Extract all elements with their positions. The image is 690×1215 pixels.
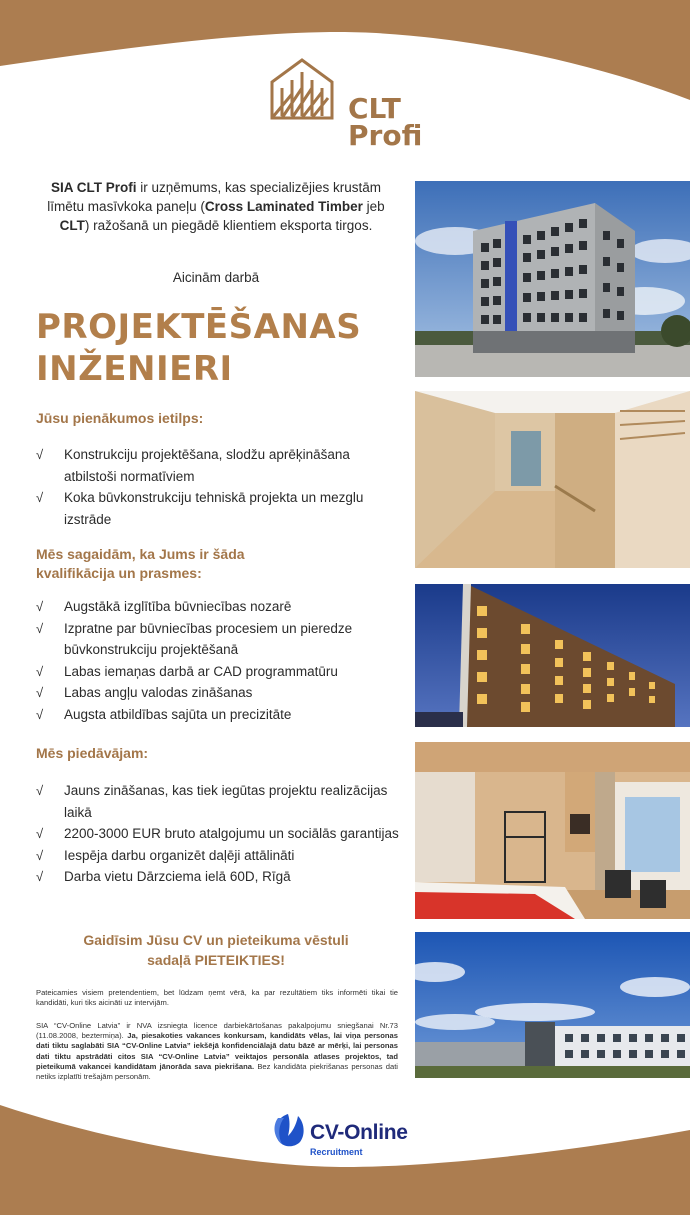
intro-abbr: CLT xyxy=(59,218,85,233)
list-item xyxy=(36,780,404,823)
disclaimer-text: Pateicamies visiem pretendentiem, bet lūdzam ņemt vērā, ka par rezultātiem tiks informēti tikai tie kandidāti, kuri tiks aicināti uz intervijām. xyxy=(36,988,398,1008)
list-item-text: Iespēja darbu organizēt daļēji attālināti xyxy=(64,847,295,863)
list-item-text: Koka būvkonstrukciju tehniskā projekta un mezglu izstrāde xyxy=(64,490,364,527)
photo-clt-facade-night xyxy=(415,584,690,727)
photo-clt-apartment-building xyxy=(415,181,690,377)
check-icon: √ xyxy=(36,663,44,679)
intro-text-2: jeb xyxy=(362,199,385,214)
list-item-text: Augsta atbildības sajūta un precizitāte xyxy=(64,706,292,722)
check-icon: √ xyxy=(36,706,44,722)
job-title-line2: INŽENIERI xyxy=(36,349,233,389)
intro-text-3: ) ražošanā un piegādē klientiem eksporta tirgos. xyxy=(84,218,373,233)
list-item-text: Jauns zināšanas, kas tiek iegūtas projektu realizācijas laikā xyxy=(64,783,388,820)
check-icon: √ xyxy=(36,599,44,614)
photo-clt-interior-corridor xyxy=(415,391,690,568)
intro-term: Cross Laminated Timber xyxy=(204,199,363,214)
list-item xyxy=(36,444,404,487)
check-icon: √ xyxy=(36,490,44,505)
cv-online-drop-logo-icon xyxy=(270,1112,310,1152)
license-text xyxy=(36,1021,398,1082)
check-icon: √ xyxy=(36,685,44,700)
check-icon: √ xyxy=(36,826,44,841)
list-item xyxy=(36,866,404,888)
list-item-text: Augstākā izglītība būvniecības nozarē xyxy=(64,599,292,614)
list-item xyxy=(36,845,404,867)
cv-online-name: CV-Online xyxy=(310,1121,408,1144)
intro-text-1: ir uzņēmums, kas specializējies krustām līmētu masīvkoka paneļu ( xyxy=(47,180,382,214)
list-item xyxy=(36,823,404,845)
check-icon: √ xyxy=(36,869,44,884)
list-item xyxy=(36,661,404,683)
duties-list xyxy=(36,444,404,530)
offer-heading: Mēs piedāvājam: xyxy=(36,745,149,761)
list-item-text: Izpratne par būvniecības procesiem un pieredze būvkonstrukciju projektēšanā xyxy=(64,620,353,657)
company-intro xyxy=(36,178,396,235)
job-title xyxy=(36,306,396,390)
requirements-list xyxy=(36,596,404,725)
requirements-heading-line2: kvalifikācija un prasmes: xyxy=(36,565,202,581)
list-item-text: Labas iemaņas darbā ar CAD programmatūru xyxy=(64,663,338,679)
brand-name xyxy=(348,92,423,152)
list-item-text: Konstrukciju projektēšana, slodžu aprēķināšana atbilstoši normatīviem xyxy=(64,447,350,484)
license-text-a: SIA “CV-Online Latvia” ir NVA izsniegta licence darbiekārtošanas pakalpojumu sniegšanai Nr.73 (11.08.2008, beztermiņa). xyxy=(36,1021,398,1041)
license-text-b: Ja, piesakoties vakances konkursam, kandidāts vēlas, lai viņa personas dati tiktu saglabāti SIA “CV-Online Latvia” iekšējā konfidenciālajā datu bāzē ar mērķi, lai personas dati tiktu apstrādāti citos SIA “CV-Online Latvia” veiktajos personāla atlases projektos, tad pieteikumā vakancei kandidātam jānorāda sava piekrišana. xyxy=(36,1031,398,1071)
cta-line1: Gaidīsim Jūsu CV un pieteikuma vēstuli xyxy=(83,932,349,948)
apply-call-to-action xyxy=(36,930,396,970)
list-item-text: Labas angļu valodas zināšanas xyxy=(64,685,253,700)
cta-line2: sadaļā PIETEIKTIES! xyxy=(147,952,285,968)
duties-heading: Jūsu pienākumos ietilps: xyxy=(36,410,204,426)
list-item xyxy=(36,596,404,618)
photo-factory-building xyxy=(415,932,690,1078)
job-title-line1: PROJEKTĒŠANAS xyxy=(36,307,362,347)
offer-list xyxy=(36,780,404,888)
brand-line2: Profi xyxy=(348,119,423,152)
requirements-heading-line1: Mēs sagaidām, ka Jums ir šāda xyxy=(36,546,245,562)
photo-hotel-room xyxy=(415,742,690,919)
brand-line1: CLT xyxy=(348,92,401,125)
license-text-c: Bez kandidāta piekrišanas personas dati netiks izplatīti trešajām personām. xyxy=(36,1061,398,1082)
list-item xyxy=(36,487,404,530)
check-icon: √ xyxy=(36,847,44,863)
list-item xyxy=(36,618,404,661)
check-icon: √ xyxy=(36,620,44,636)
list-item xyxy=(36,704,404,726)
check-icon: √ xyxy=(36,447,44,462)
invite-text: Aicinām darbā xyxy=(172,270,260,285)
cv-online-subtitle: Recruitment xyxy=(310,1147,363,1157)
list-item-text: 2200-3000 EUR bruto atalgojumu un sociālās garantijas xyxy=(64,826,399,841)
list-item xyxy=(36,682,404,704)
list-item-text: Darba vietu Dārzciema ielā 60D, Rīgā xyxy=(64,869,291,884)
company-name: SIA CLT Profi xyxy=(50,180,137,195)
check-icon: √ xyxy=(36,783,44,798)
requirements-heading xyxy=(36,545,396,583)
